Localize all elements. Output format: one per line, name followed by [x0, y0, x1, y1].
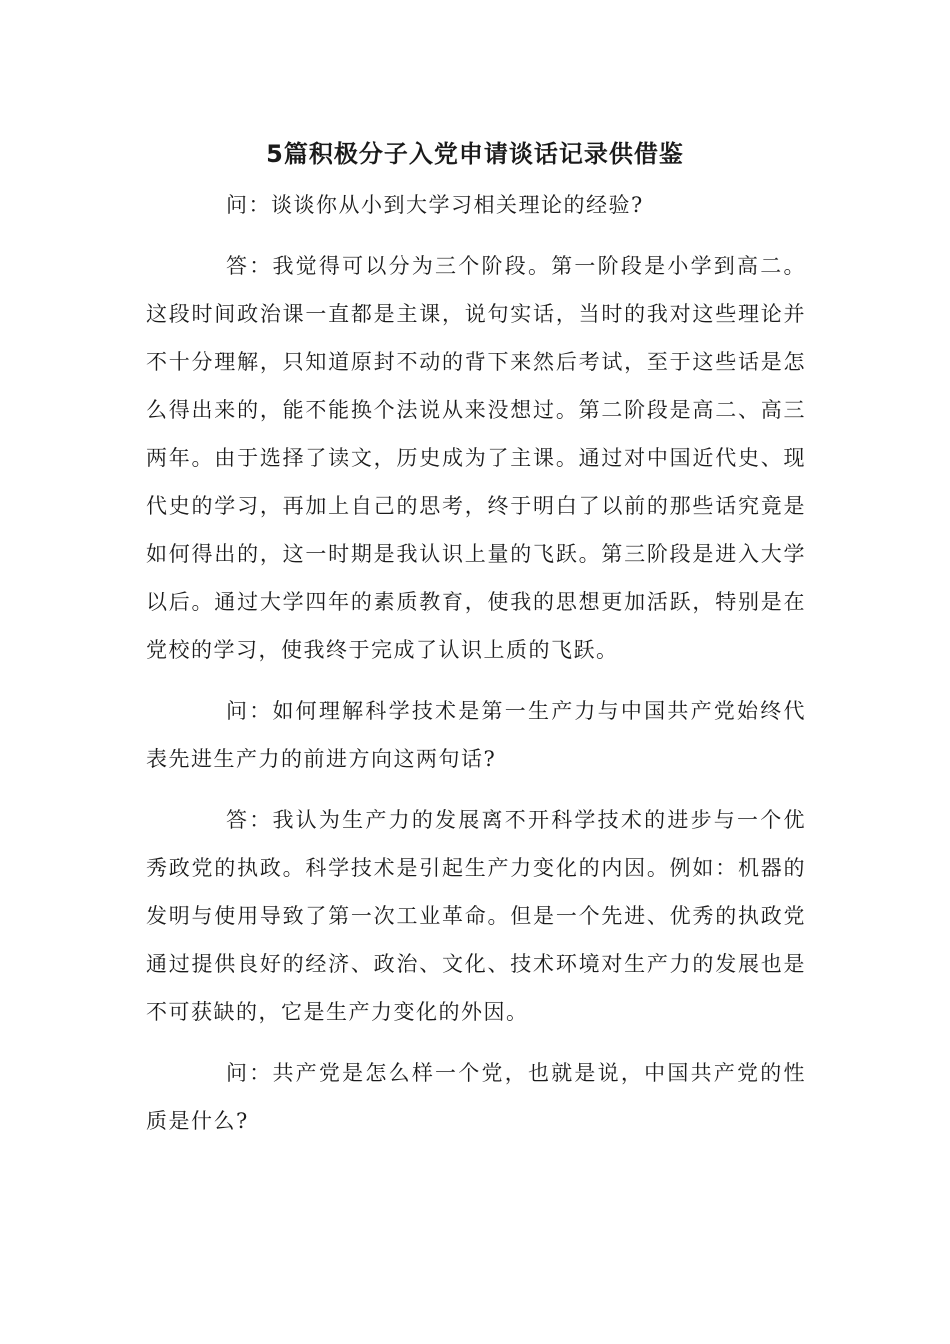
question-paragraph: 问：如何理解科学技术是第一生产力与中国共产党始终代表先进生产力的前进方向这两句话? [146, 699, 806, 771]
question-paragraph: 问：共产党是怎么样一个党，也就是说，中国共产党的性质是什么? [146, 1061, 806, 1133]
document-title: 5篇积极分子入党申请谈话记录供借鉴 [266, 140, 684, 168]
question-paragraph: 问：谈谈你从小到大学习相关理论的经验? [226, 193, 644, 217]
answer-paragraph: 答：我觉得可以分为三个阶段。第一阶段是小学到高二。这段时间政治课一直都是主课，说句实话，当时的我对这些理论并不十分理解，只知道原封不动的背下来然后考试，至于这些话是怎么得出来的，能不能换个法说从来没想过。第二阶段是高二、高三两年。由于选择了读文，历史成为了主课。通过对中国近代史、现代史的学习，再加上自己的思考，终于明白了以前的那些话究竟是如何得出的，这一时期是我认识上量的飞跃。第三阶段是进入大学以后。通过大学四年的素质教育，使我的思想更加活跃，特别是在党校的学习，使我终于完成了认识上质的飞跃。 [146, 254, 806, 662]
document-body [146, 181, 806, 1158]
answer-paragraph: 答：我认为生产力的发展离不开科学技术的进步与一个优秀政党的执政。科学技术是引起生产力变化的内因。例如：机器的发明与使用导致了第一次工业革命。但是一个先进、优秀的执政党通过提供良好的经济、政治、文化、技术环境对生产力的发展也是不可获缺的，它是生产力变化的外因。 [146, 808, 806, 1024]
